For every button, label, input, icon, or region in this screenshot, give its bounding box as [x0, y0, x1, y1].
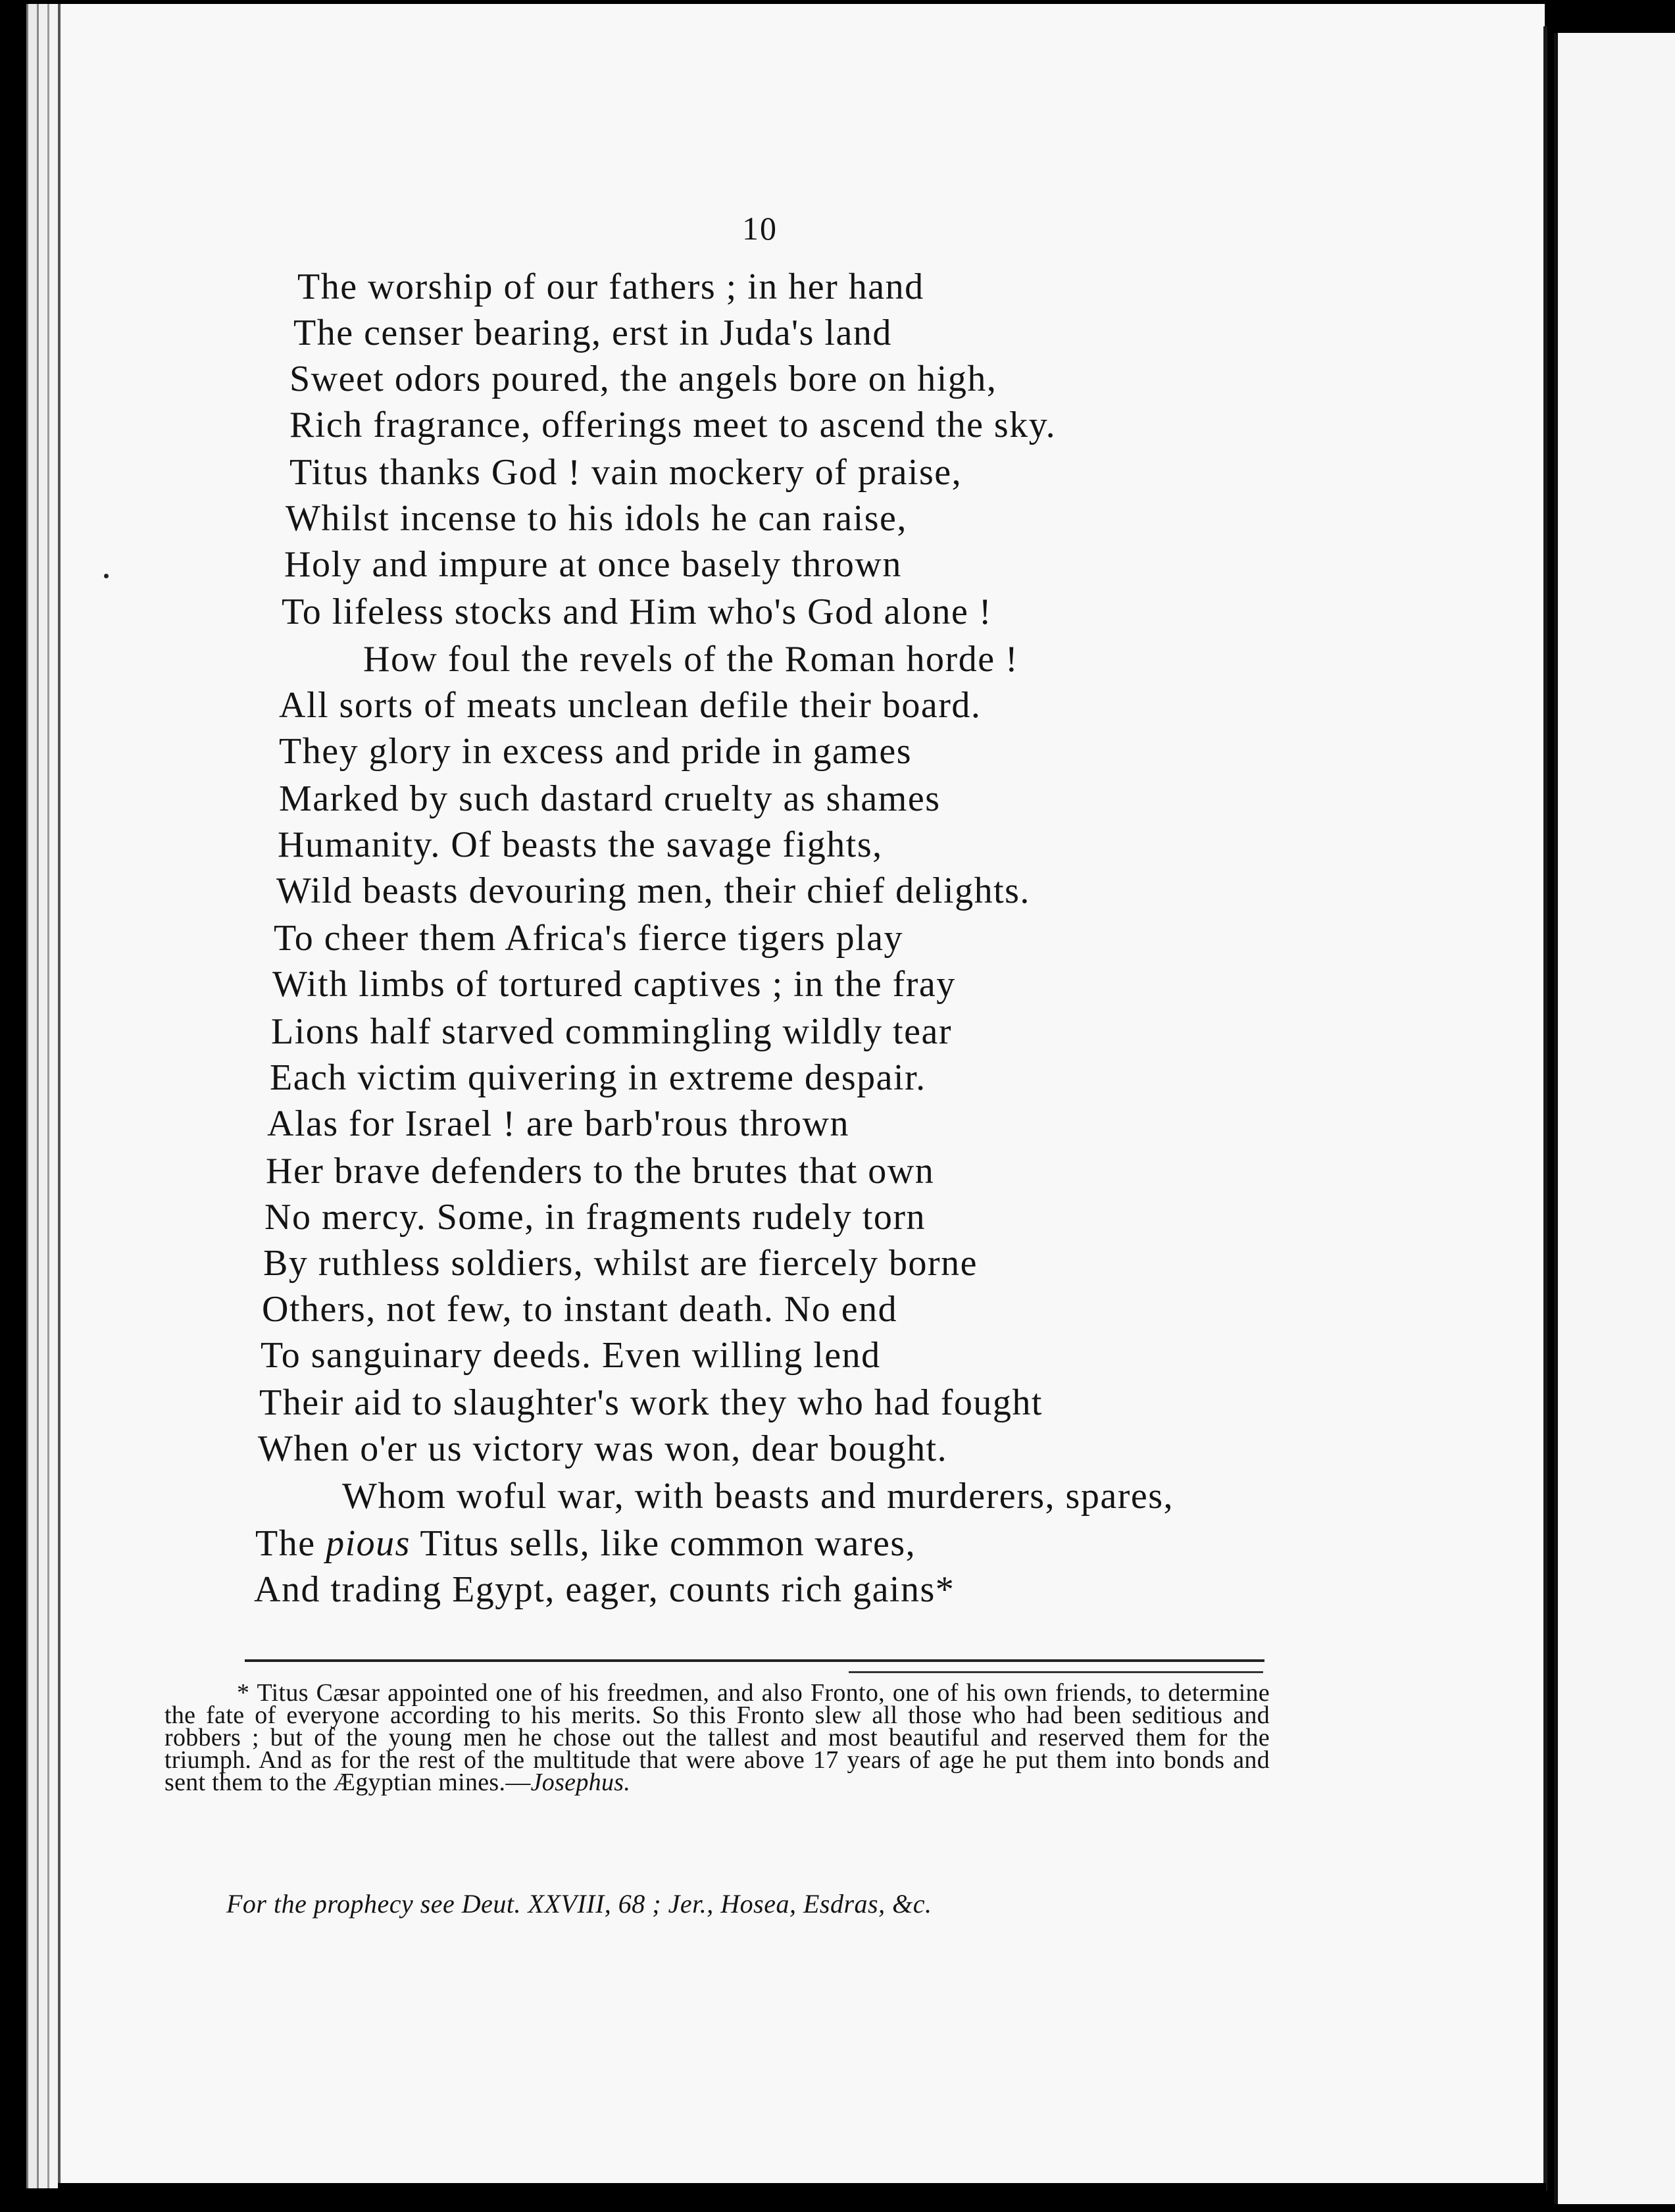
scan-speck [104, 574, 109, 578]
page-spine-shadow [1543, 26, 1547, 2191]
poem-line: Marked by such dastard cruelty as shames [279, 778, 941, 819]
poem-line: Humanity. Of beasts the savage fights, [278, 824, 883, 865]
poem-line-rest: Titus sells, like common wares, [420, 1523, 916, 1564]
poem-line: They glory in excess and pride in games [279, 731, 913, 772]
poem-line: By ruthless soldiers, whilst are fiercely borne [263, 1243, 978, 1284]
poem-line: Each victim quivering in extreme despair. [270, 1057, 926, 1098]
poem-line: Whilst incense to his idols he can raise, [286, 498, 907, 539]
poem-line: Others, not few, to instant death. No end [262, 1289, 898, 1330]
poem-line-word: The [255, 1523, 316, 1564]
footnote-divider [245, 1659, 1264, 1662]
footnote [164, 1679, 1270, 1796]
footnote-source: Josephus. [530, 1769, 631, 1796]
scan-bottom-edge [58, 2183, 1546, 2212]
poem-line: Alas for Israel ! are barb'rous thrown [267, 1103, 849, 1144]
poem-line: The worship of our fathers ; in her hand [297, 266, 924, 307]
footnote-text: * Titus Cæsar appointed one of his freedmen, and also Fronto, one of his own friends, to determine the fate of everyone according to his merits. So this Fronto slew all those who had been seditious and robbers ; but of the young men he chose out the tallest and most beautiful and reserved them for the triumph. And as for the rest of the multitude that were above 17 years of age he put them into bonds and sent them to the Ægyptian mines.— [164, 1679, 1270, 1796]
poem-line: And trading Egypt, eager, counts rich gains* [254, 1569, 955, 1610]
poem-line: Whom woful war, with beasts and murderers, spares, [342, 1476, 1174, 1517]
poem-line: All sorts of meats unclean defile their board. [279, 685, 982, 726]
poem-line: Titus thanks God ! vain mockery of praise, [289, 452, 963, 493]
poem-line [255, 1525, 916, 1562]
prophecy-reference: For the prophecy see Deut. XXVIII, 68 ; Jer., Hosea, Esdras, &c. [226, 1889, 932, 1919]
poem-line: Her brave defenders to the brutes that own [266, 1151, 935, 1192]
poem-line: Their aid to slaughter's work they who had fought [259, 1382, 1043, 1423]
poem-line: Lions half starved commingling wildly tear [271, 1011, 953, 1052]
page-number: 10 [742, 210, 778, 247]
poem-line: Holy and impure at once basely thrown [284, 544, 902, 585]
poem-line: To cheer them Africa's fierce tigers play [274, 918, 904, 959]
poem-line: To lifeless stocks and Him who's God alone ! [282, 591, 993, 632]
poem-line: The censer bearing, erst in Juda's land [293, 313, 892, 353]
poem-line: Rich fragrance, offerings meet to ascend the sky. [289, 405, 1057, 445]
poem-line: To sanguinary deeds. Even willing lend [261, 1335, 881, 1376]
footnote-divider-short [849, 1671, 1263, 1673]
poem-line: Sweet odors poured, the angels bore on high, [289, 359, 997, 399]
poem-line-italic-word: pious [326, 1523, 411, 1564]
poem-line: Wild beasts devouring men, their chief delights. [276, 870, 1030, 911]
poem-line: How foul the revels of the Roman horde ! [363, 639, 1019, 680]
poem-line: No mercy. Some, in fragments rudely torn [264, 1197, 926, 1238]
poem-line: With limbs of tortured captives ; in the fray [272, 964, 956, 1005]
facing-page [1554, 33, 1675, 2204]
poem-line: When o'er us victory was won, dear bought. [258, 1428, 948, 1469]
